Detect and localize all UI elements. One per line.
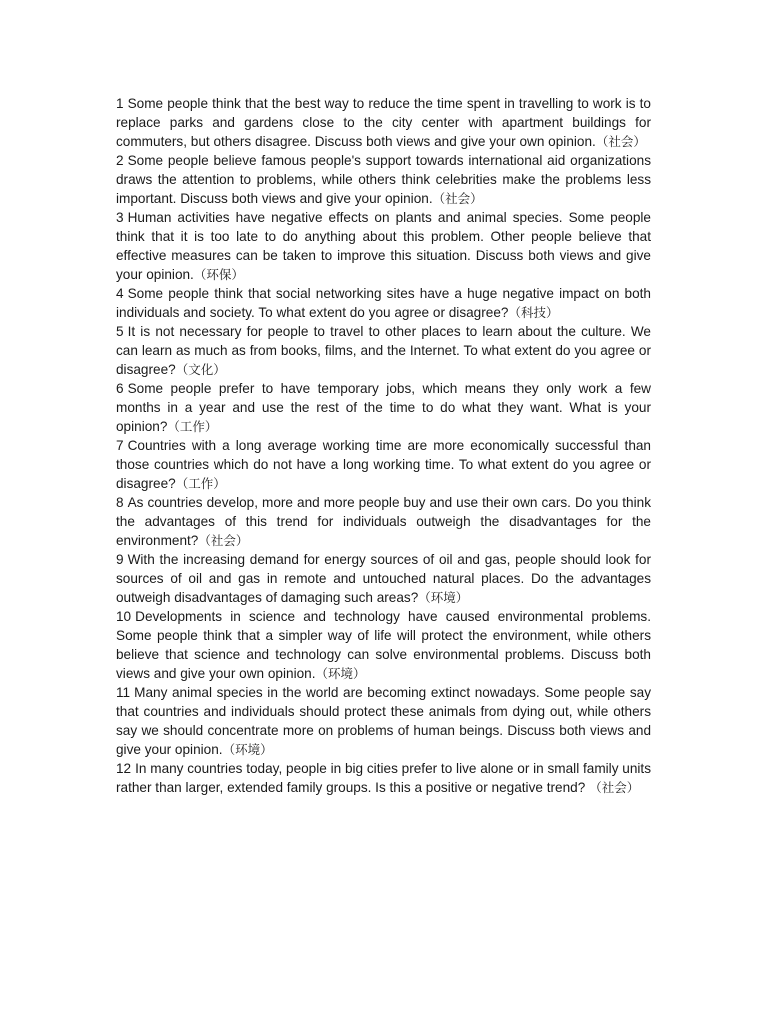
topic-number: 8 <box>116 495 124 510</box>
essay-topic-5 <box>116 322 651 379</box>
essay-topic-7 <box>116 436 651 493</box>
document-page <box>116 94 651 797</box>
topic-text: Human activities have negative effects on plants and animal species. Some people think that it is too late to do anything about this problem. Other people believe that effective measures can be taken to improve this situation. Discuss both views and give your opinion. <box>116 210 651 282</box>
topic-number: 1 <box>116 96 124 111</box>
topic-number: 3 <box>116 210 124 225</box>
topic-category: （社会） <box>595 134 646 149</box>
essay-topic-12 <box>116 759 651 797</box>
essay-topic-2 <box>116 151 651 208</box>
topic-text: With the increasing demand for energy sources of oil and gas, people should look for sources of oil and gas in remote and untouched natural places. Do the advantages outweigh disadvantages of damaging such areas? <box>116 552 651 605</box>
topic-category: （科技） <box>508 305 559 320</box>
topic-text: In many countries today, people in big cities prefer to live alone or in small family units rather than larger, extended family groups. Is this a positive or negative trend? <box>116 761 651 795</box>
topic-number: 7 <box>116 438 124 453</box>
topic-category: （环境） <box>418 590 469 605</box>
topic-number: 10 <box>116 609 132 624</box>
topic-text: Some people prefer to have temporary jobs, which means they only work a few months in a year and use the rest of the time to do what they want. What is your opinion? <box>116 381 651 434</box>
topic-number: 11 <box>116 685 131 700</box>
essay-topic-9 <box>116 550 651 607</box>
topic-number: 5 <box>116 324 124 339</box>
topic-category: （文化） <box>175 362 226 377</box>
essay-topic-1 <box>116 94 651 151</box>
topic-text: As countries develop, more and more people buy and use their own cars. Do you think the advantages of this trend for individuals outweigh the disadvantages for the environment? <box>116 495 651 548</box>
topic-category: （环境） <box>315 666 366 681</box>
topic-category: （社会） <box>198 533 249 548</box>
topic-category: （社会） <box>432 191 483 206</box>
essay-topic-3 <box>116 208 651 284</box>
topic-category: （环保） <box>193 267 244 282</box>
topic-category: （工作） <box>167 419 218 434</box>
topic-text: It is not necessary for people to travel to other places to learn about the culture. We can learn as much as from books, films, and the Internet. To what extent do you agree or disagree? <box>116 324 651 377</box>
topic-number: 12 <box>116 761 132 776</box>
topic-text: Countries with a long average working time are more economically successful than those countries which do not have a long working time. To what extent do you agree or disagree? <box>116 438 651 491</box>
essay-topic-10 <box>116 607 651 683</box>
topic-text: Some people think that the best way to reduce the time spent in travelling to work is to replace parks and gardens close to the city center with apartment buildings for commuters, but others disagree. Discuss both views and give your own opinion. <box>116 96 651 149</box>
topic-category: （社会） <box>585 780 640 795</box>
topic-number: 9 <box>116 552 124 567</box>
topic-number: 4 <box>116 286 124 301</box>
essay-topic-11 <box>116 683 651 759</box>
topic-category: （工作） <box>175 476 226 491</box>
topic-category: （环境） <box>222 742 273 757</box>
essay-topic-8 <box>116 493 651 550</box>
topic-text: Developments in science and technology have caused environmental problems. Some people think that a simpler way of life will protect the environment, while others believe that science and technology can solve environmental problems. Discuss both views and give your own opinion. <box>116 609 651 681</box>
topic-number: 2 <box>116 153 124 168</box>
topic-text: Some people think that social networking sites have a huge negative impact on both individuals and society. To what extent do you agree or disagree? <box>116 286 651 320</box>
essay-topic-4 <box>116 284 651 322</box>
essay-topic-6 <box>116 379 651 436</box>
topic-text: Many animal species in the world are becoming extinct nowadays. Some people say that countries and individuals should protect these animals from dying out, while others say we should concentrate more on problems of human beings. Discuss both views and give your opinion. <box>116 685 651 757</box>
topic-number: 6 <box>116 381 124 396</box>
topic-text: Some people believe famous people's support towards international aid organizations draws the attention to problems, while others think celebrities make the problems less important. Discuss both views and give your opinion. <box>116 153 651 206</box>
